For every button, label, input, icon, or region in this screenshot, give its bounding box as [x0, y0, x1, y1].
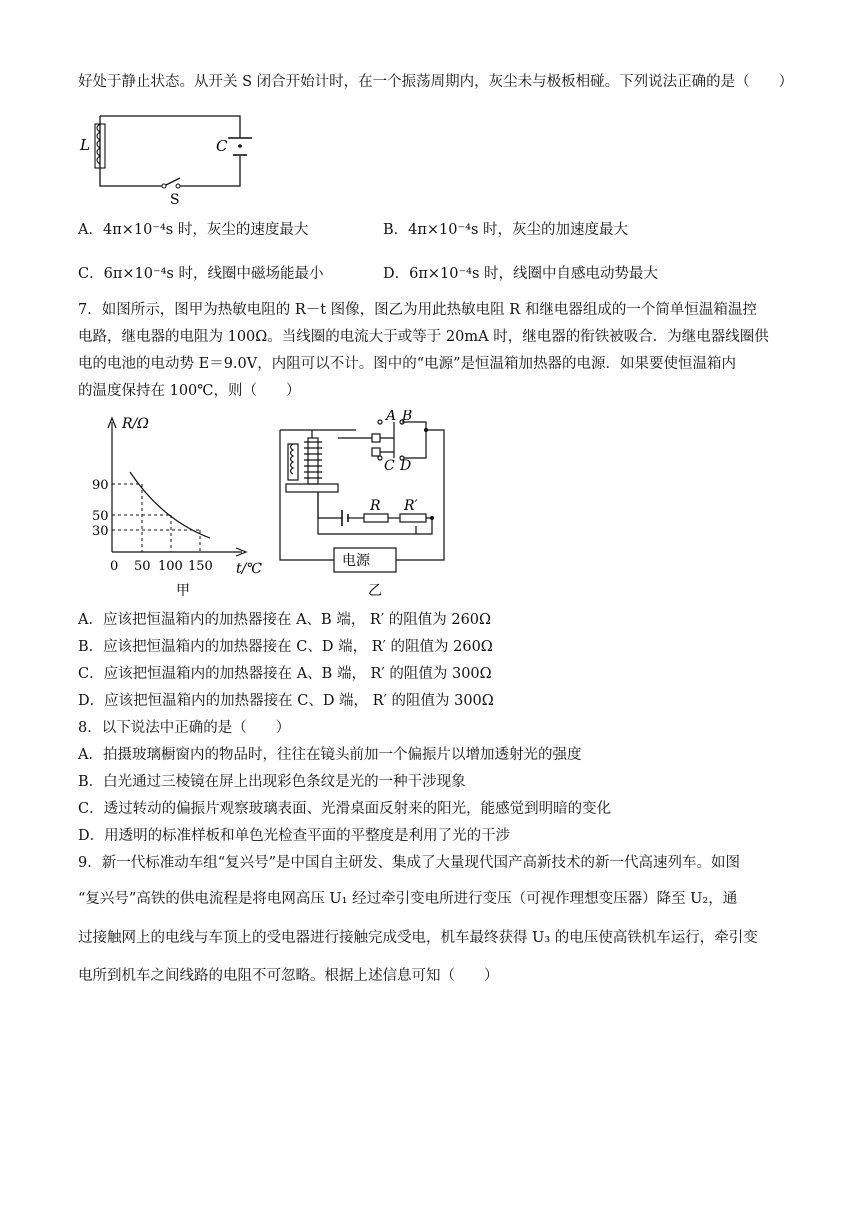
q9-stem-line-2: “复兴号”高铁的供电流程是将电网高压 U₁ 经过牵引变电所进行变压（可视作理想变压器）降至 U₂，通	[78, 891, 738, 907]
q9-stem-line-1: 9．新一代标准动车组“复兴号”是中国自主研发、集成了大量现代国产高新技术的新一代高速列车。如图	[78, 855, 741, 871]
x-tick-0: 0	[110, 559, 119, 574]
q9-stem-line-4: 电所到机车之间线路的电阻不可忽略。根据上述信息可知（ ）	[78, 968, 499, 984]
label-C: C	[384, 458, 395, 474]
y-tick-50: 50	[92, 509, 109, 524]
y-tick-90: 90	[92, 478, 109, 493]
q6-option-c: C．6π×10⁻⁴s 时，线圈中磁场能最小	[78, 266, 324, 282]
q7-stem-line-1: 7．如图所示，图甲为热敏电阻的 R－t 图像，图乙为用此热敏电阻 R 和继电器组成的一个简单恒温箱温控	[78, 302, 757, 318]
q8-option-c: C．透过转动的偏振片观察玻璃表面、光滑桌面反射来的阳光，能感觉到明暗的变化	[78, 801, 612, 817]
graph-y-label: R/Ω	[122, 416, 149, 432]
y-tick-30: 30	[92, 524, 109, 539]
label-L: L	[80, 136, 90, 154]
graph-caption: 甲	[176, 583, 190, 599]
x-tick-150: 150	[188, 559, 213, 574]
label-S: S	[170, 192, 180, 206]
graph-x-label: t/℃	[236, 561, 263, 577]
q8-option-b: B．白光通过三棱镜在屏上出现彩色条纹是光的一种干涉现象	[78, 774, 466, 790]
label-B: B	[402, 410, 413, 424]
q6-intro-text: 好处于静止状态。从开关 S 闭合开始计时，在一个振荡周期内，灰尘未与极板相碰。下列说法正确的是（ ）	[78, 74, 794, 90]
relay-circuit-figure	[276, 410, 451, 602]
resistor-r-icon	[364, 514, 388, 522]
q7-stem-line-2: 电路，继电器的电阻为 100Ω。当线圈的电流大于或等于 20mA 时，继电器的衔铁被吸合．为继电器线圈供	[78, 329, 769, 345]
x-tick-100: 100	[158, 559, 183, 574]
x-tick-50: 50	[134, 559, 151, 574]
label-R: R	[370, 498, 381, 514]
label-R-prime: R′	[404, 498, 418, 514]
q6-option-b: B．4π×10⁻⁴s 时，灰尘的加速度最大	[383, 222, 629, 238]
q8-option-a: A．拍摄玻璃橱窗内的物品时，往往在镜头前加一个偏振片以增加透射光的强度	[78, 747, 582, 763]
circuit-caption: 乙	[368, 583, 382, 599]
label-D: D	[400, 458, 412, 474]
label-C: C	[216, 137, 228, 155]
dust-particle-icon	[238, 144, 242, 148]
power-label: 电源	[342, 553, 370, 569]
q7-option-d: D．应该把恒温箱内的加热器接在 C、D 端， R′ 的阻值为 300Ω	[78, 693, 494, 709]
relay-core-icon	[308, 438, 318, 484]
q7-stem-line-4: 的温度保持在 100℃，则（ ）	[78, 383, 301, 399]
q8-stem: 8．以下说法中正确的是（ ）	[78, 720, 291, 736]
q8-option-d: D．用透明的标准样板和单色光检查平面的平整度是利用了光的干涉	[78, 828, 511, 844]
q7-stem-line-3: 电的电池的电动势 E＝9.0V，内阻可以不计。图中的“电源”是恒温箱加热器的电源．如果要使恒温箱内	[78, 356, 737, 372]
lc-circuit-figure	[78, 106, 258, 206]
q6-option-d: D．6π×10⁻⁴s 时，线圈中自感电动势最大	[383, 266, 658, 282]
label-A: A	[386, 410, 397, 424]
r-t-graph-figure	[92, 410, 272, 602]
q7-option-a: A．应该把恒温箱内的加热器接在 A、B 端， R′ 的阻值为 260Ω	[78, 612, 492, 628]
q9-stem-line-3: 过接触网上的电线与车顶上的受电器进行接触完成受电，机车最终获得 U₃ 的电压使高铁机车运行，牵引变	[78, 930, 758, 946]
q6-option-a: A．4π×10⁻⁴s 时，灰尘的速度最大	[78, 222, 309, 238]
resistor-r-prime-icon	[400, 514, 426, 522]
q7-option-c: C．应该把恒温箱内的加热器接在 A、B 端， R′ 的阻值为 300Ω	[78, 666, 492, 682]
q7-option-b: B．应该把恒温箱内的加热器接在 C、D 端， R′ 的阻值为 260Ω	[78, 639, 493, 655]
